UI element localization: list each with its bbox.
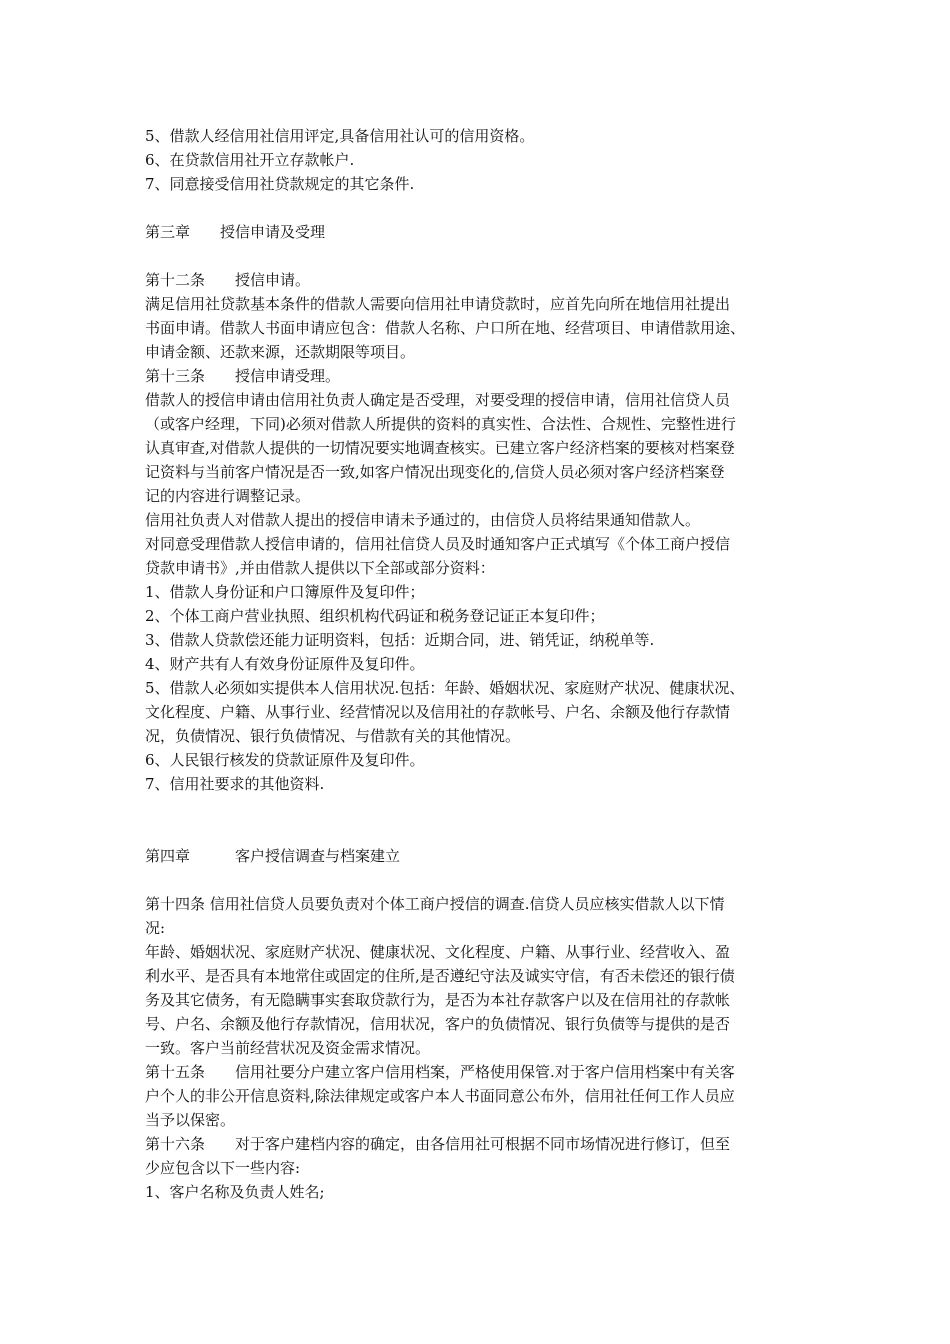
text-line: 文化程度、户籍、从事行业、经营情况以及信用社的存款帐号、户名、余额及他行存款情 <box>145 703 731 721</box>
text-line: 利水平、是否具有本地常住或固定的住所,是否遵纪守法及诚实守信，有否未偿还的银行债 <box>145 967 735 985</box>
text-line: 况，负债情况、银行负债情况、与借款有关的其他情况。 <box>145 727 521 745</box>
chapter-heading <box>145 844 815 868</box>
text-line: 务及其它债务，有无隐瞒事实套取贷款行为，是否为本社存款客户以及在信用社的存款帐 <box>145 991 731 1009</box>
text-line: 少应包含以下一些内容: <box>145 1159 301 1177</box>
text-line: 3、借款人贷款偿还能力证明资料，包括：近期合同，进、销凭证，纳税单等. <box>145 631 655 649</box>
text-line: 6、人民银行核发的贷款证原件及复印件。 <box>145 751 425 769</box>
text-line: 年龄、婚姻状况、家庭财产状况、健康状况、文化程度、户籍、从事行业、经营收入、盈 <box>145 943 731 961</box>
spacer <box>145 820 815 844</box>
text-line: 2、个体工商户营业执照、组织机构代码证和税务登记证正本复印件； <box>145 607 605 625</box>
text-line: 第十三条 授信申请受理。 <box>145 367 341 385</box>
text-line: 1、客户名称及负责人姓名; <box>145 1183 325 1201</box>
spacer <box>145 196 815 220</box>
text-line: 第十六条 对于客户建档内容的确定，由各信用社可根据不同市场情况进行修订，但至 <box>145 1135 731 1153</box>
text-line: 况: <box>145 919 166 937</box>
text-line: 第十五条 信用社要分户建立客户信用档案，严格使用保管.对于客户信用档案中有关客 <box>145 1063 735 1081</box>
text-line: 第十二条 授信申请。 <box>145 271 311 289</box>
text-line: 对同意受理借款人授信申请的，信用社信贷人员及时通知客户正式填写《个体工商户授信 <box>145 535 731 553</box>
text-line: 当予以保密。 <box>145 1111 236 1129</box>
text-line: 贷款申请书》,并由借款人提供以下全部或部分资料： <box>145 559 495 577</box>
text-line: 4、财产共有人有效身份证原件及复印件。 <box>145 655 425 673</box>
spacer <box>145 244 815 268</box>
text-line: 7、同意接受信用社贷款规定的其它条件. <box>145 175 415 193</box>
text-line: 号、户名、余额及他行存款情况，信用状况，客户的负债情况、银行负债等与提供的是否 <box>145 1015 731 1033</box>
text-line: 记的内容进行调整记录。 <box>145 487 311 505</box>
text-line: 7、信用社要求的其他资料. <box>145 775 325 793</box>
section-application <box>145 268 815 820</box>
text-line: 第十四条 信用社信贷人员要负责对个体工商户授信的调查.信贷人员应核实借款人以下情 <box>145 895 725 913</box>
text-line <box>145 796 815 820</box>
text-line: 5、借款人必须如实提供本人信用状况.包括：年龄、婚姻状况、家庭财产状况、健康状况、 <box>145 679 745 697</box>
text-line: 信用社负责人对借款人提出的授信申请未予通过的，由信贷人员将结果通知借款人。 <box>145 511 701 529</box>
text-line: （或客户经理，下同)必须对借款人所提供的资料的真实性、合法性、合规性、完整性进行 <box>145 415 736 433</box>
text-line: 一致。客户当前经营状况及资金需求情况。 <box>145 1039 431 1057</box>
text-line: 5、借款人经信用社信用评定,具备信用社认可的信用资格。 <box>145 127 535 145</box>
heading-line: 第四章 客户授信调查与档案建立 <box>145 847 401 865</box>
document-body <box>145 124 815 1204</box>
text-line: 6、在贷款信用社开立存款帐户. <box>145 151 355 169</box>
text-line: 申请金额、还款来源，还款期限等项目。 <box>145 343 416 361</box>
text-line: 借款人的授信申请由信用社负责人确定是否受理，对要受理的授信申请，信用社信贷人员 <box>145 391 731 409</box>
text-line: 记资料与当前客户情况是否一致,如客户情况出现变化的,信贷人员必须对客户经济档案登 <box>145 463 725 481</box>
heading-line: 第三章 授信申请及受理 <box>145 223 326 241</box>
chapter-heading <box>145 220 815 244</box>
text-line: 认真审查,对借款人提供的一切情况要实地调查核实。已建立客户经济档案的要核对档案登 <box>145 439 735 457</box>
spacer <box>145 868 815 892</box>
text-line: 满足信用社贷款基本条件的借款人需要向信用社申请贷款时，应首先向所在地信用社提出 <box>145 295 731 313</box>
text-line: 户个人的非公开信息资料,除法律规定或客户本人书面同意公布外，信用社任何工作人员应 <box>145 1087 735 1105</box>
paragraph-conditions <box>145 124 815 196</box>
section-investigation <box>145 892 815 1204</box>
text-line: 书面申请。借款人书面申请应包含：借款人名称、户口所在地、经营项目、申请借款用途、 <box>145 319 746 337</box>
text-line: 1、借款人身份证和户口簿原件及复印件； <box>145 583 425 601</box>
